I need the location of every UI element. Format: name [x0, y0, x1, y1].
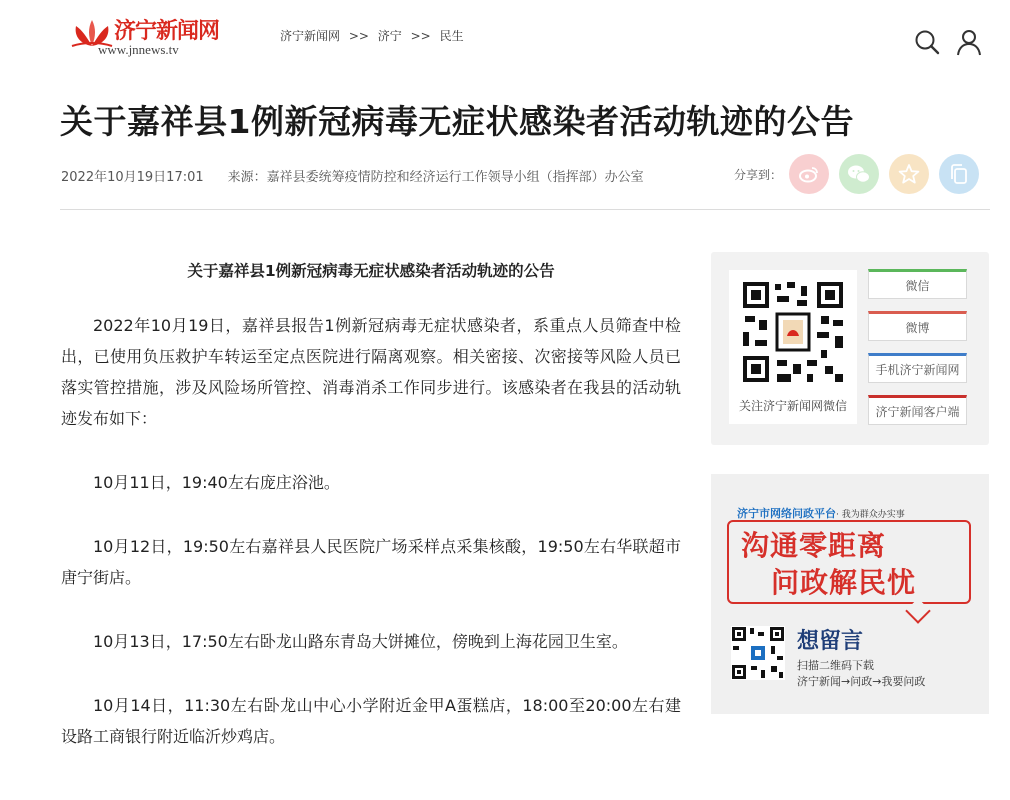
- breadcrumb-separator: >>: [410, 29, 431, 43]
- wenzheng-banner[interactable]: [711, 474, 989, 714]
- breadcrumb-item-home[interactable]: 济宁新闻网: [280, 29, 341, 43]
- breadcrumb-item-minsheng[interactable]: 民生: [439, 29, 464, 43]
- article-body-title: 关于嘉祥县1例新冠病毒无症状感染者活动轨迹的公告: [187, 262, 555, 280]
- article-paragraph: 10月12日，19:50左右嘉祥县人民医院广场采样点采集核酸，19:50左右华联超市唐宁街店。: [61, 537, 681, 587]
- banner-platform-name: [737, 505, 905, 521]
- qr-code-icon: [741, 280, 845, 384]
- source-text: 嘉祥县委统筹疫情防控和经济运行工作领导小组（指挥部）办公室: [266, 170, 644, 185]
- source-label: 来源：: [227, 170, 267, 185]
- article-paragraph: 10月11日，19:40左右庞庄浴池。: [93, 473, 340, 492]
- wechat-qr-card: [729, 270, 857, 424]
- banner-slogan-line1: 沟通零距离: [741, 529, 887, 562]
- user-icon[interactable]: [955, 28, 983, 56]
- share-weibo-button[interactable]: [789, 154, 829, 194]
- search-icon[interactable]: [913, 28, 941, 56]
- banner-platform-tag: · 我为群众办实事: [836, 510, 905, 520]
- banner-leave-message-title: 想留言: [797, 629, 864, 654]
- breadcrumb: [280, 27, 464, 44]
- banner-scan-hint: 扫描二维码下载: [797, 659, 874, 672]
- publish-datetime: 2022年10月19日17:01: [61, 170, 204, 185]
- header-divider: [60, 209, 990, 210]
- copy-icon: [948, 163, 970, 185]
- channel-app-button[interactable]: 济宁新闻客户端: [868, 395, 967, 425]
- star-icon: [898, 163, 920, 185]
- logo-name: 济宁新闻网: [114, 18, 220, 44]
- banner-path-hint: 济宁新闻→问政→我要问政: [797, 675, 926, 688]
- wechat-icon: [847, 163, 871, 185]
- breadcrumb-item-jining[interactable]: 济宁: [377, 29, 402, 43]
- weibo-icon: [798, 163, 820, 185]
- article-paragraph: 10月14日，11:30左右卧龙山中心小学附近金甲A蛋糕店，18:00至20:00左右建设路工商银行附近临沂炒鸡店。: [61, 696, 681, 746]
- share-copy-button[interactable]: [939, 154, 979, 194]
- page-title: 关于嘉祥县1例新冠病毒无症状感染者活动轨迹的公告: [60, 102, 854, 141]
- channel-mobile-button[interactable]: 手机济宁新闻网: [868, 353, 967, 383]
- channel-weibo-button[interactable]: 微博: [868, 311, 967, 341]
- site-logo[interactable]: [70, 14, 230, 58]
- share-favorite-button[interactable]: [889, 154, 929, 194]
- banner-slogan-line2: 问政解民忧: [771, 566, 917, 599]
- article-paragraph: 2022年10月19日，嘉祥县报告1例新冠病毒无症状感染者，系重点人员筛查中检出，已使用负压救护车转运至定点医院进行隔离观察。相关密接、次密接等风险人员已落实管控措施，涉及风险场所管控、消毒消杀工作同步进行。该感染者在我县的活动轨迹发布如下：: [61, 316, 681, 428]
- qr-caption: 关注济宁新闻网微信: [738, 399, 847, 413]
- banner-platform-title: 济宁市网络问政平台: [737, 507, 836, 520]
- follow-panel: [711, 252, 989, 445]
- article-paragraph: 10月13日，17:50左右卧龙山路东青岛大饼摊位，傍晚到上海花园卫生室。: [93, 632, 628, 651]
- share-wechat-button[interactable]: [839, 154, 879, 194]
- article-body: [61, 256, 681, 785]
- share-label: 分享到：: [734, 168, 783, 182]
- article-meta: [61, 166, 644, 185]
- banner-qr-code-icon: [731, 626, 785, 680]
- logo-url: www.jnnews.tv: [98, 42, 179, 57]
- breadcrumb-separator: >>: [348, 29, 369, 43]
- channel-wechat-button[interactable]: 微信: [868, 269, 967, 299]
